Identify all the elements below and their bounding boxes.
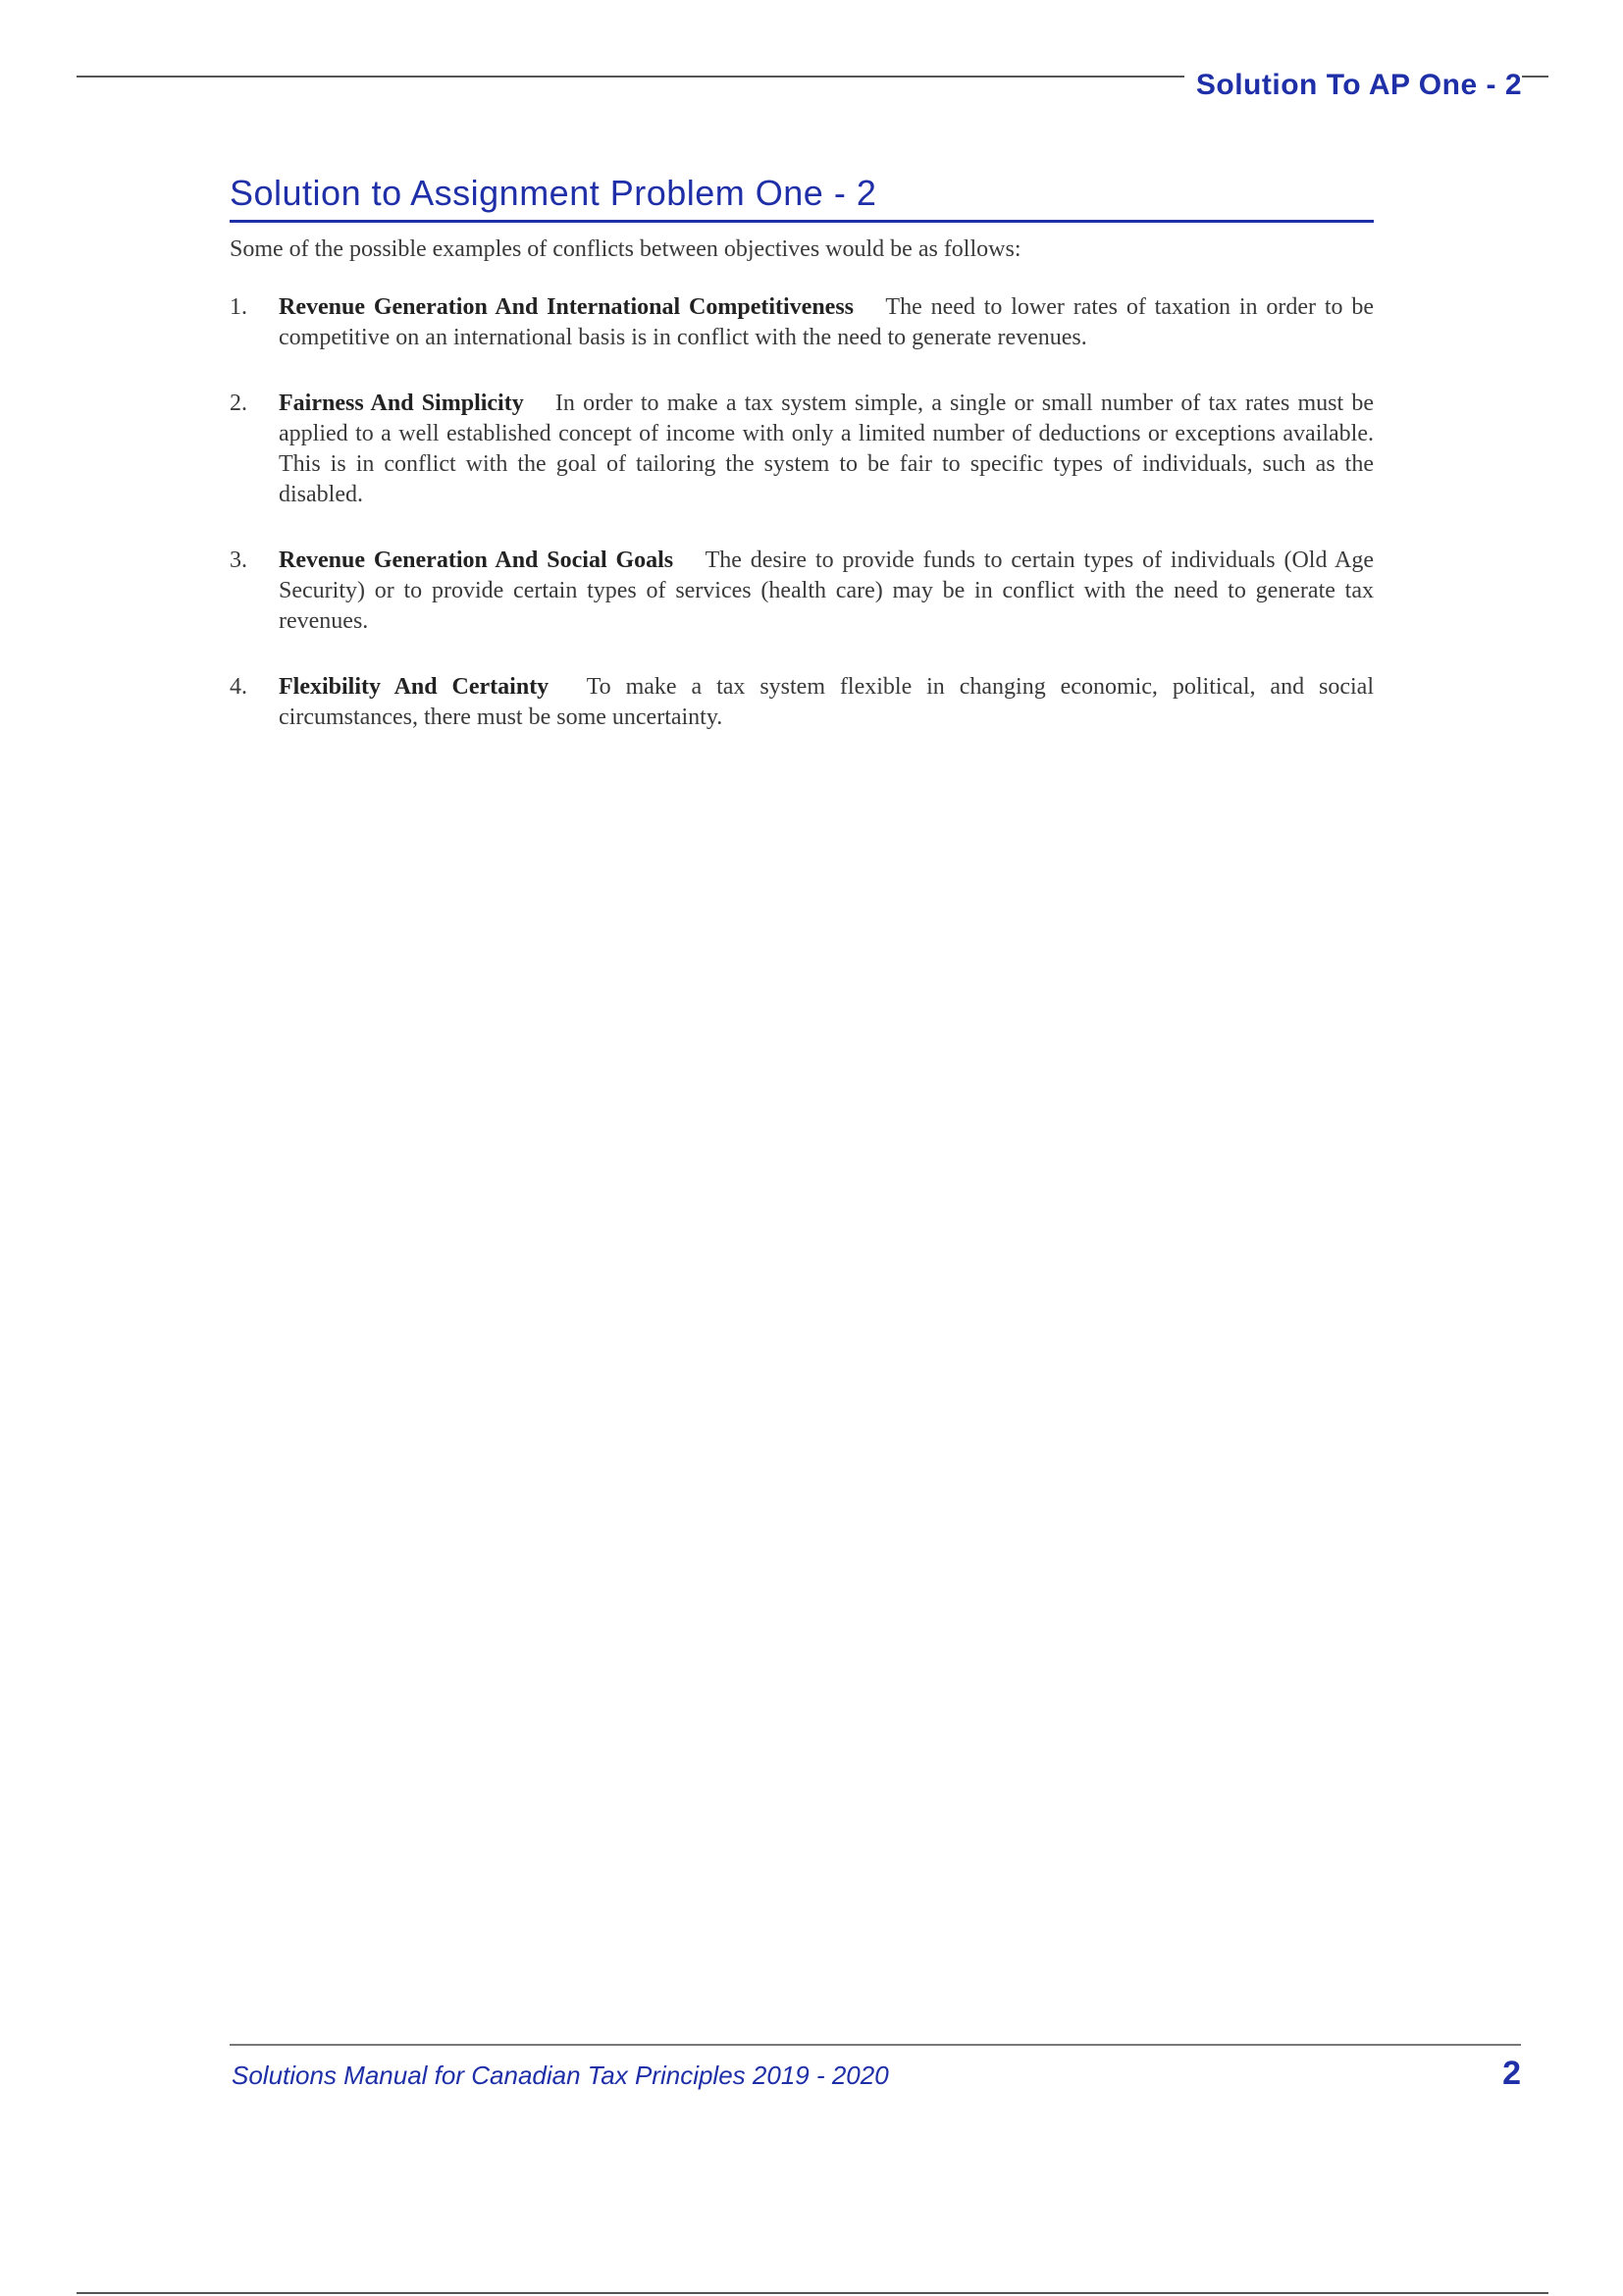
list-item (230, 292, 1374, 353)
list-item-heading: Fairness And Simplicity (279, 391, 524, 416)
list-item-heading: Revenue Generation And International Competitiveness (279, 294, 855, 320)
footer-rule (230, 2044, 1521, 2046)
list-item-number: 2. (230, 391, 247, 416)
list-item-number: 3. (230, 548, 247, 573)
list-item-text: The desire to provide funds to certain types of individuals (Old Age Security) or to provide certain types of services (health care) may be in conflict with the need to generate tax revenues. (279, 548, 1374, 634)
page-number: 2 (1502, 2055, 1521, 2092)
page-content (230, 173, 1374, 768)
list-item-number: 1. (230, 294, 247, 320)
conflict-list (230, 292, 1374, 733)
bottom-rule (77, 2292, 1548, 2294)
list-item-text: The need to lower rates of taxation in order to be competitive on an international basis is in conflict with the need to generate revenues. (279, 294, 1374, 350)
list-item (230, 672, 1374, 733)
list-item-text: To make a tax system flexible in changing economic, political, and social circumstances, there must be some uncertainty. (279, 674, 1374, 730)
list-item (230, 389, 1374, 510)
section-title: Solution to Assignment Problem One - 2 (230, 173, 1374, 223)
list-item-text: In order to make a tax system simple, a single or small number of tax rates must be applied to a well established concept of income with only a limited number of deductions or exceptions available. This is in conflict with the goal of tailoring the system to be fair to specific types of individuals, such as the disabled. (279, 391, 1375, 507)
list-item (230, 546, 1374, 637)
intro-paragraph: Some of the possible examples of conflicts between objectives would be as follows: (230, 236, 1021, 262)
running-header: Solution To AP One - 2 (1184, 69, 1522, 102)
list-item-number: 4. (230, 674, 247, 700)
list-item-heading: Flexibility And Certainty (279, 674, 550, 700)
footer-book-title: Solutions Manual for Canadian Tax Principles 2019 - 2020 (232, 2061, 889, 2090)
list-item-heading: Revenue Generation And Social Goals (279, 548, 674, 573)
